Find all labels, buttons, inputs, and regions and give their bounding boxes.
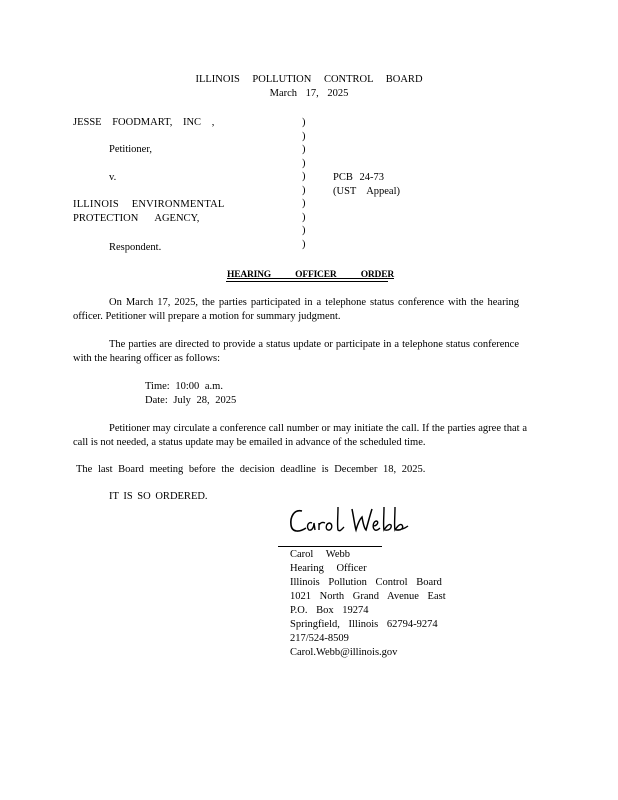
petitioner-role: Petitioner, [109, 144, 153, 155]
order-title-underline [226, 281, 388, 282]
order-date: March 17, 2025 [269, 88, 349, 99]
petitioner-name: JESSE FOODMART, INC , [73, 117, 215, 128]
so-ordered: IT IS SO ORDERED. [109, 491, 208, 502]
paragraph-conference: On March 17, 2025, the parties participated in a telephone status conference with the hearing officer. Petitioner will prepare a motion for summary judgment. [73, 297, 519, 322]
signer-title: Hearing Officer [290, 563, 367, 574]
signer-email: Carol.Webb@illinois.gov [290, 647, 398, 658]
conference-time: Time: 10:00 a.m. [145, 381, 223, 392]
paragraph-directive: The parties are directed to provide a status update or participate in a telephone status conference with the hearing officer as follows: [73, 339, 519, 364]
paren: ) [302, 198, 306, 209]
paragraph-deadline: The last Board meeting before the decision deadline is December 18, 2025. [76, 464, 426, 475]
signer-organization: Illinois Pollution Control Board [290, 577, 442, 588]
signature-line [278, 546, 382, 547]
order-title: HEARING OFFICER ORDER [227, 270, 395, 280]
paren: ) [302, 157, 306, 169]
versus-label: v. [109, 172, 117, 183]
paren: ) [302, 130, 306, 142]
respondent-role: Respondent. [109, 242, 162, 253]
case-type: (UST Appeal) [333, 186, 401, 197]
paren: ) [302, 238, 306, 250]
paren: ) [302, 171, 306, 182]
signer-phone: 217/524-8509 [290, 633, 349, 644]
signer-po-box: P.O. Box 19274 [290, 605, 369, 616]
paren: ) [302, 144, 306, 155]
case-number: PCB 24-73 [333, 172, 384, 183]
signer-street: 1021 North Grand Avenue East [290, 591, 446, 602]
respondent-name-line2: PROTECTION AGENCY, [73, 213, 200, 224]
respondent-name-line1: ILLINOIS ENVIRONMENTAL [73, 199, 225, 210]
handwritten-signature [288, 503, 412, 539]
paren: ) [302, 117, 306, 128]
caption-parentheses [302, 116, 312, 251]
paren: ) [302, 184, 306, 196]
agency-title: ILLINOIS POLLUTION CONTROL BOARD [195, 74, 423, 85]
signer-name: Carol Webb [290, 549, 350, 560]
paren: ) [302, 225, 306, 236]
conference-date: Date: July 28, 2025 [145, 395, 237, 406]
paragraph-call-instructions: Petitioner may circulate a conference call number or may initiate the call. If the parties agree that a call is not needed, a status update may be emailed in advance of the scheduled time. [73, 423, 527, 448]
signer-city: Springfield, Illinois 62794-9274 [290, 619, 438, 630]
paren: ) [302, 211, 306, 223]
